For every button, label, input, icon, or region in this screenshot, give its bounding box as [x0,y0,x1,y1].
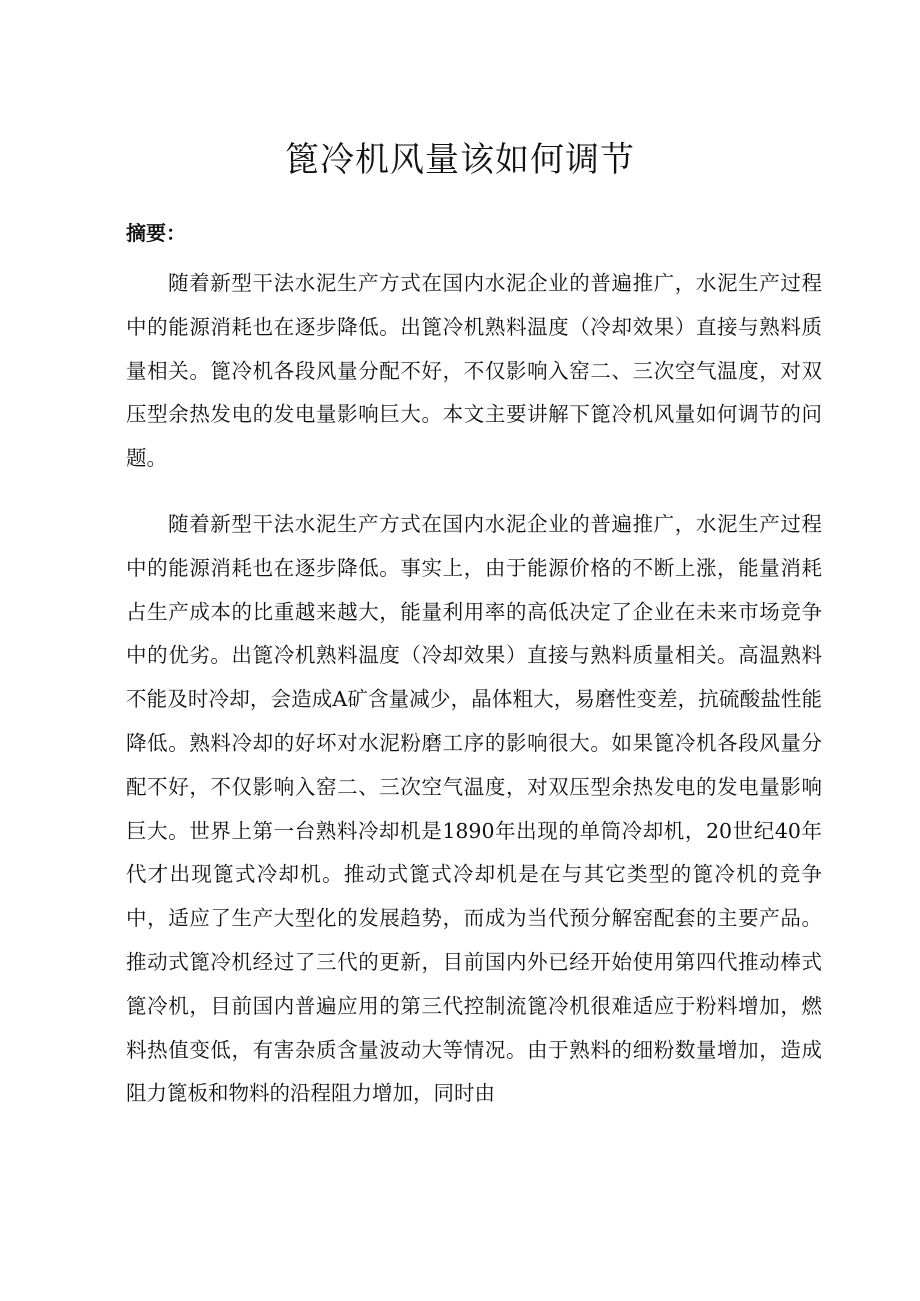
abstract-paragraph: 随着新型干法水泥生产方式在国内水泥企业的普遍推广，水泥生产过程中的能源消耗也在逐步降低。出篦冷机熟料温度（冷却效果）直接与熟料质量相关。篦冷机各段风量分配不好，不仅影响入窑二、三次空气温度，对双压型余热发电的发电量影响巨大。本文主要讲解下篦冷机风量如何调节的问题。 [126,271,822,471]
abstract-heading: 摘要： [126,221,186,245]
document-title: 篦冷机风量该如何调节 [285,140,635,180]
body-paragraph: 随着新型干法水泥生产方式在国内水泥企业的普遍推广，水泥生产过程中的能源消耗也在逐步降低。事实上，由于能源价格的不断上涨，能量消耗占生产成本的比重越来越大，能量利用率的高低决定了企业在未来市场竞争中的优劣。出篦冷机熟料温度（冷却效果）直接与熟料质量相关。高温熟料不能及时冷却，会造成A矿含量减少，晶体粗大，易磨性变差，抗硫酸盐性能降低。熟料冷却的好坏对水泥粉磨工序的影响很大。如果篦冷机各段风量分配不好，不仅影响入窑二、三次空气温度，对双压型余热发电的发电量影响巨大。世界上第一台熟料冷却机是1890年出现的单筒冷却机，20世纪40年代才出现篦式冷却机。推动式篦式冷却机是在与其它类型的篦冷机的竞争中，适应了生产大型化的发展趋势，而成为当代预分解窑配套的主要产品。推动式篦冷机经过了三代的更新，目前国内外已经开始使用第四代推动棒式篦冷机，目前国内普遍应用的第三代控制流篦冷机很难适应于粉料增加，燃料热值变低，有害杂质含量波动大等情况。由于熟料的细粉数量增加，造成阻力篦板和物料的沿程阻力增加，同时由 [126,512,822,1106]
